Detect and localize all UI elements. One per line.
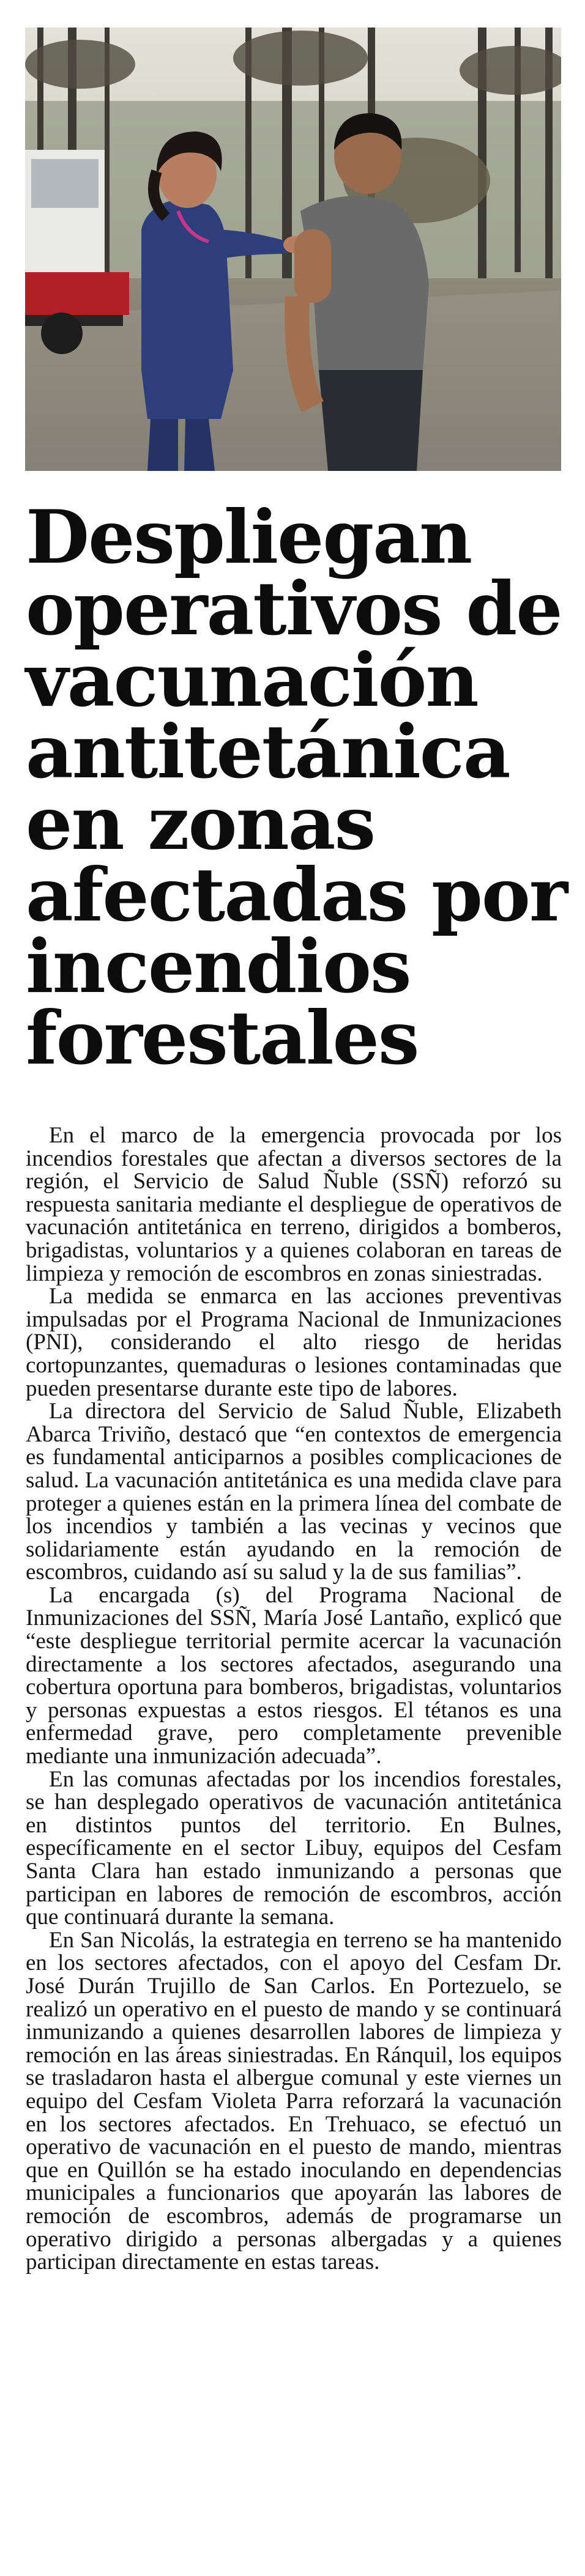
vaccination-photo <box>25 28 561 471</box>
vaccination-scene-icon <box>25 28 561 471</box>
article-paragraph: La medida se enmarca en las acciones preventivas impulsadas por el Programa Nacional de Inmunizaciones (PNI), considerando el alto riesgo de heridas cortopunzantes, quemaduras o lesiones contaminadas que pueden presentarse durante este tipo de labores. <box>26 1284 562 1401</box>
article-paragraph: En el marco de la emergencia provocada por los incendios forestales que afectan a diversos sectores de la región, el Servicio de Salud Ñuble (SSÑ) reforzó su respuesta sanitaria mediante el despliegue de operativos de vacunación antitetánica en terreno, dirigidos a bomberos, brigadistas, voluntarios y a quienes colaboran en tareas de limpieza y remoción de escombros en zonas siniestradas. <box>26 1123 562 1286</box>
headline: Despliegan operativos de vacunación antitetánica en zonas afectadas por incendios forestales <box>26 494 567 1081</box>
article-paragraph: En las comunas afectadas por los incendios forestales, se han desplegado operativos de vacunación antitetánica en distintos puntos del territorio. En Bulnes, específicamente en el sector Libuy, equipos del Cesfam Santa Clara han estado inmunizando a personas que participan en labores de remoción de escombros, acción que continuará durante la semana. <box>26 1766 562 1930</box>
article-body <box>26 1124 562 2274</box>
article-paragraph: En San Nicolás, la estrategia en terreno se ha mantenido en los sectores afectados, con el apoyo del Cesfam Dr. José Durán Trujillo de San Carlos. En Portezuelo, se realizó un operativo en el puesto de mando y se continuará inmunizando a quienes desarrollen labores de limpieza y remoción en las áreas siniestradas. En Ránquil, los equipos se trasladaron hasta el albergue comunal y este viernes un equipo del Cesfam Violeta Parra reforzará la vacunación en los sectores afectados. En Trehuaco, se efectuó un operativo de vacunación en el puesto de mando, mientras que en Quillón se ha estado inoculando en dependencias municipales a funcionarios que apoyarán las labores de remoción de escombros, además de programarse un operativo dirigido a personas albergadas y a quienes participan directamente en estas tareas. <box>26 1927 562 2275</box>
article-paragraph: La encargada (s) del Programa Nacional de Inmunizaciones del SSÑ, María José Lantaño, explicó que “este despliegue territorial permite acercar la vacunación directamente a los sectores afectados, asegurando una cobertura oportuna para bomberos, brigadistas, voluntarios y personas expuestas a estos riesgos. El tétanos es una enfermedad grave, pero completamente prevenible mediante una inmunización adecuada”. <box>26 1582 562 1769</box>
article-paragraph: La directora del Servicio de Salud Ñuble, Elizabeth Abarca Triviño, destacó que “en contextos de emergencia es fundamental anticiparnos a posibles complicaciones de salud. La vacunación antitetánica es una medida clave para proteger a quienes están en la primera línea del combate de los incendios y también a las vecinas y vecinos que solidariamente están ayudando en la remoción de escombros, cuidando así su salud y la de sus familias”. <box>26 1399 562 1585</box>
